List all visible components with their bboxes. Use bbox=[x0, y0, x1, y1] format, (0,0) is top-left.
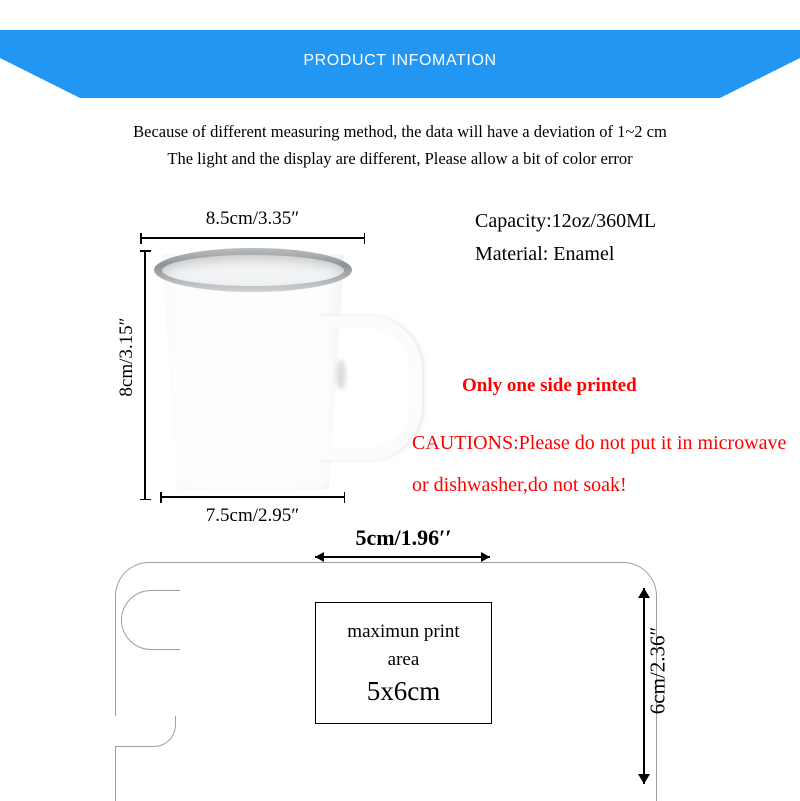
mug-top-width-label: 8.5cm/3.35″ bbox=[205, 208, 300, 229]
capacity-text: Capacity:12oz/360ML bbox=[475, 210, 657, 232]
print-area-diagram bbox=[105, 525, 695, 800]
mug-diagram bbox=[100, 200, 440, 540]
print-area-line-2: area bbox=[387, 649, 420, 670]
mug-top-width-dimension bbox=[140, 208, 365, 243]
mug-bottom-width-line bbox=[160, 492, 345, 502]
print-width-label: 5cm/1.96′′ bbox=[355, 525, 452, 550]
disclaimer-line-1: Because of different measuring method, the data will have a deviation of 1~2 cm bbox=[133, 122, 667, 141]
print-width-line bbox=[315, 552, 490, 562]
mug-handle-shadow bbox=[336, 360, 346, 390]
product-information-banner bbox=[0, 30, 800, 98]
disclaimer-line-2: The light and the display are different, Please allow a bit of color error bbox=[167, 149, 633, 168]
banner-title: PRODUCT INFOMATION bbox=[303, 52, 497, 69]
one-side-printed-note: Only one side printed bbox=[462, 375, 637, 396]
mug-bottom-width-dimension bbox=[160, 492, 345, 527]
mug-top-width-line bbox=[140, 233, 365, 243]
material-text: Material: Enamel bbox=[475, 243, 615, 265]
mug-handle bbox=[318, 316, 422, 460]
specifications bbox=[475, 205, 656, 271]
print-height-label: 6cm/2.36″ bbox=[645, 626, 670, 715]
print-area-line-1: maximun print bbox=[347, 621, 460, 642]
caution-note: CAUTIONS:Please do not put it in microwave or dishwasher,do not soak! bbox=[412, 432, 787, 496]
print-width-dimension bbox=[315, 525, 490, 562]
print-height-dimension bbox=[625, 588, 670, 784]
mug-handle-outline-top bbox=[121, 590, 180, 650]
print-area-size: 5x6cm bbox=[366, 676, 441, 706]
disclaimer-text bbox=[0, 118, 800, 172]
mug-handle-outline-bottom bbox=[115, 716, 176, 747]
mug-interior bbox=[162, 255, 344, 286]
enamel-mug-image bbox=[140, 248, 370, 496]
mug-bottom-width-label: 7.5cm/2.95″ bbox=[205, 505, 300, 526]
mug-height-label: 8cm/3.15″ bbox=[116, 317, 137, 397]
maximum-print-area-box bbox=[315, 602, 492, 724]
